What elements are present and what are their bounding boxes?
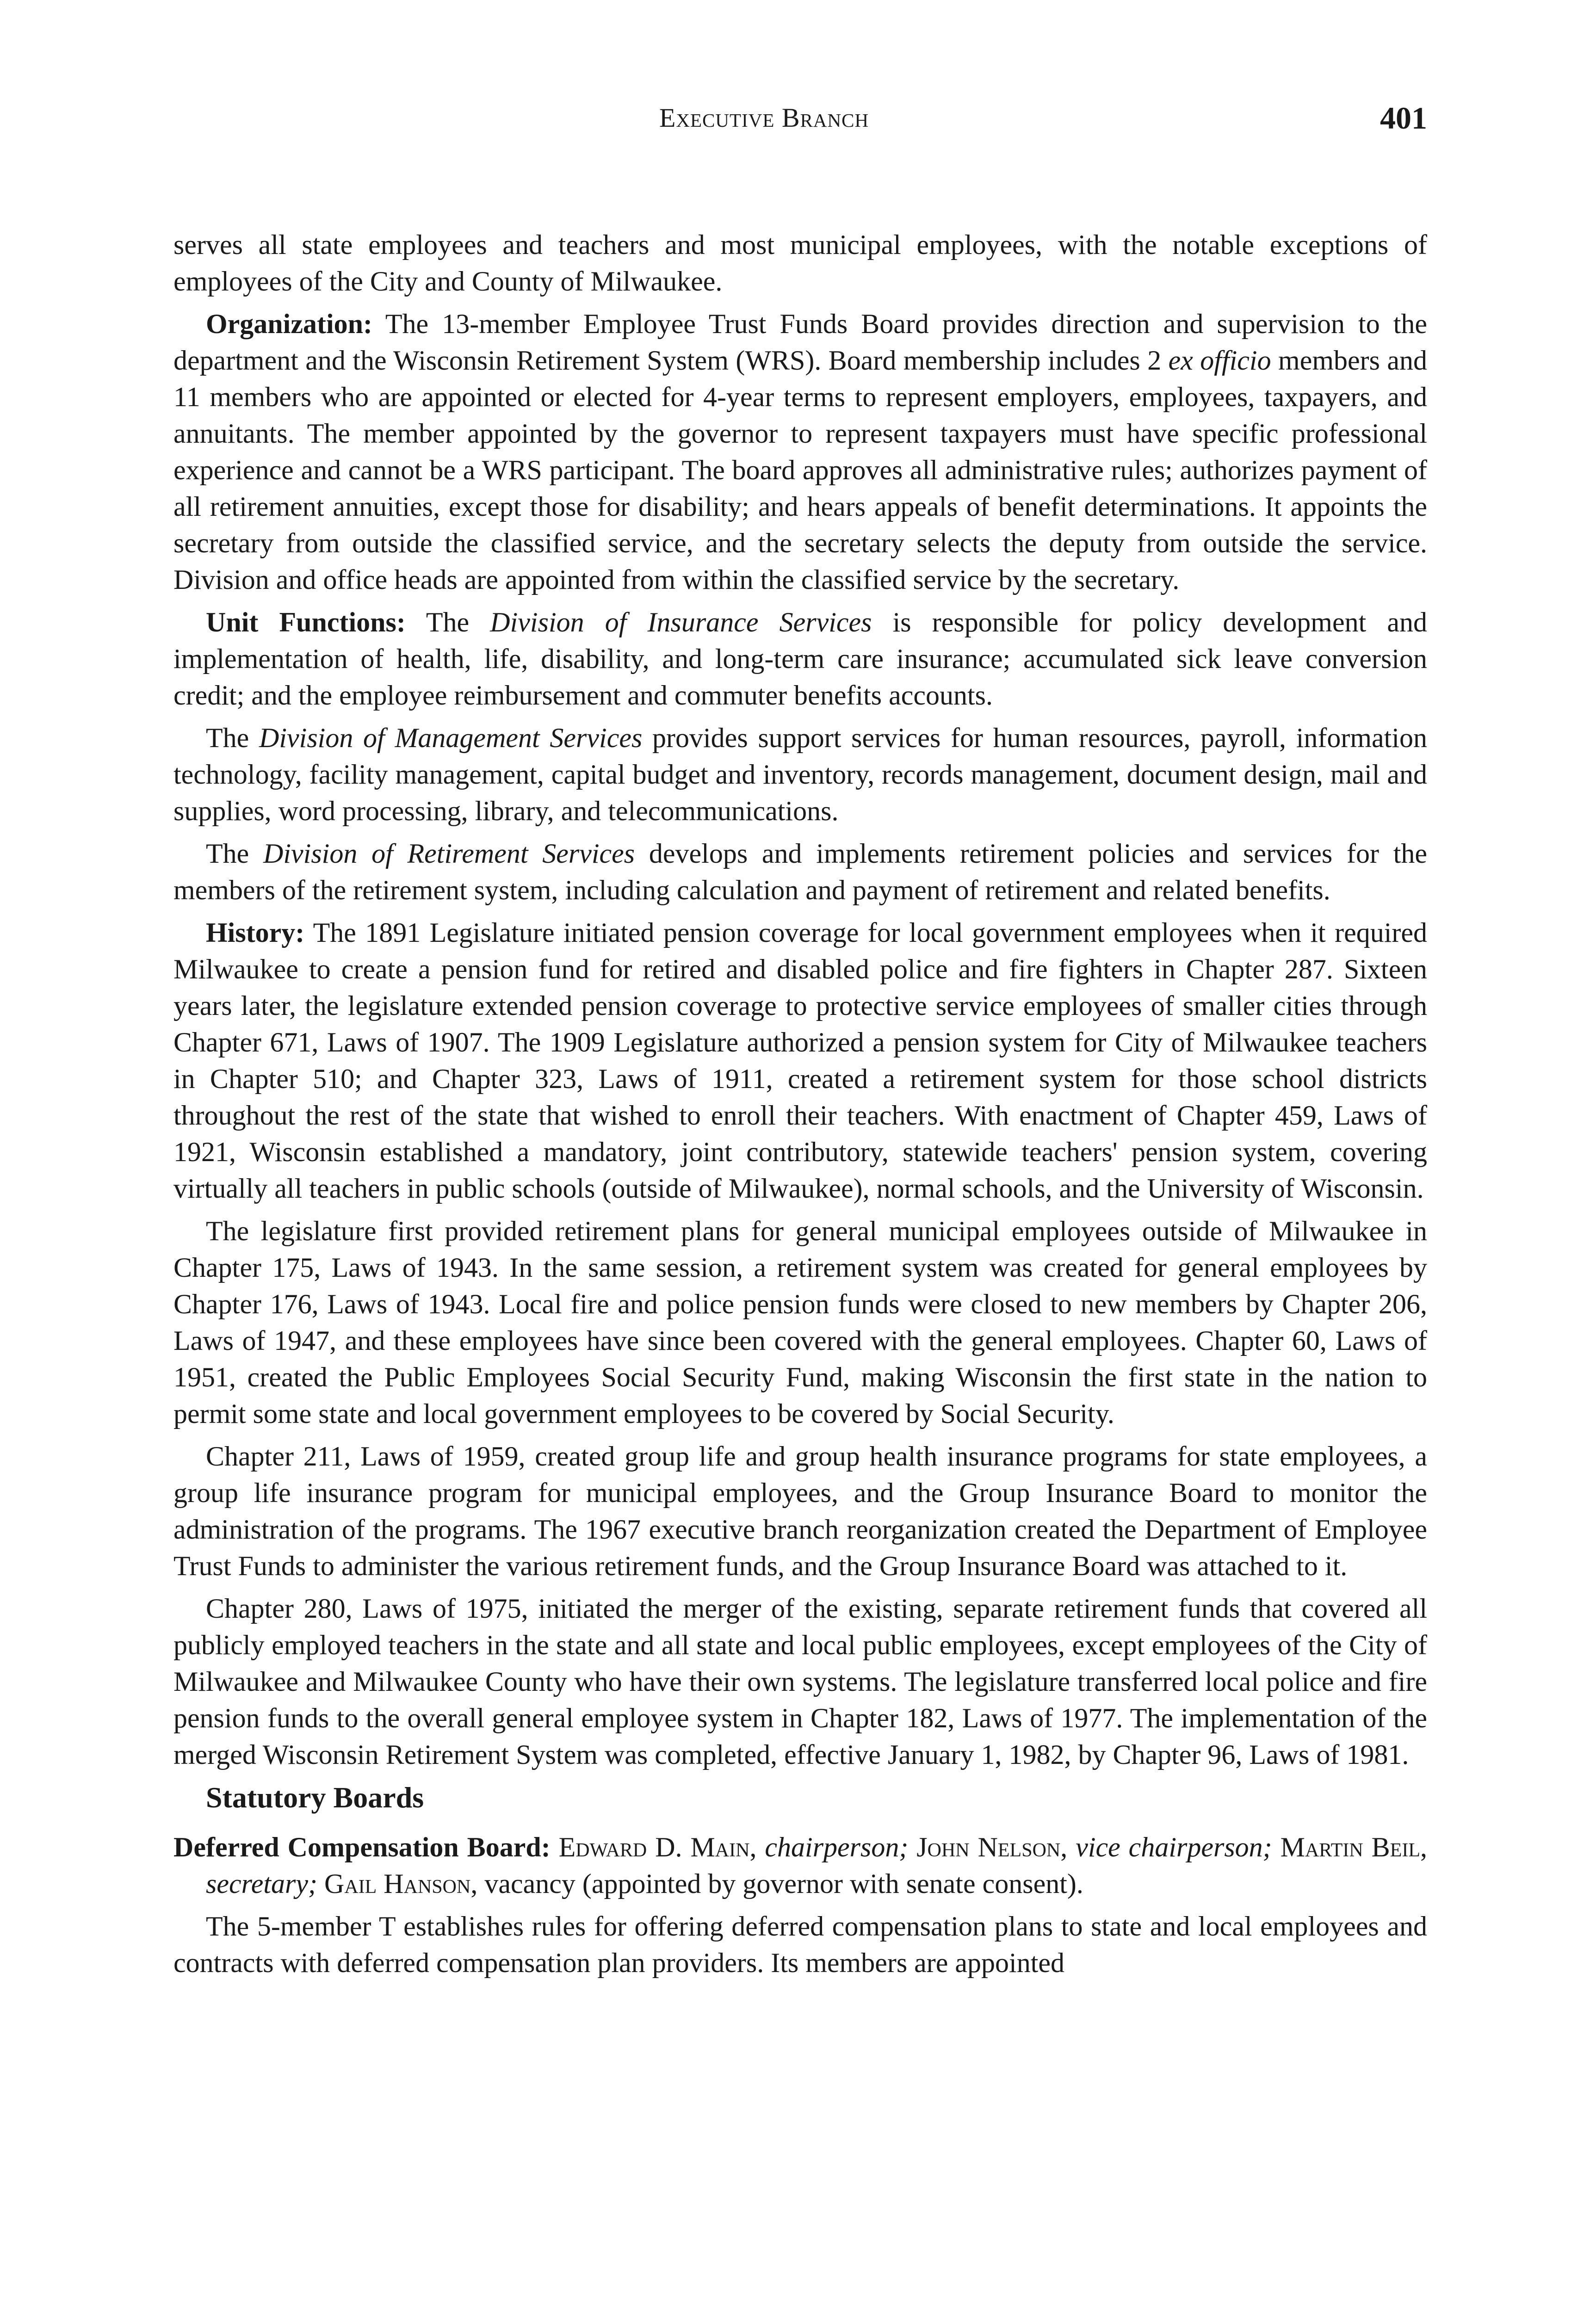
board-name-label: Deferred Compensation Board:	[173, 1832, 551, 1862]
section-heading-statutory-boards: Statutory Boards	[206, 1781, 424, 1814]
member-name: Gail Hanson	[324, 1868, 471, 1899]
member-name: John Nelson	[916, 1832, 1061, 1862]
paragraph-1943: The legislature first provided retirement plans for general municipal employees outside of Milwaukee in Chapter 175, Laws of 1943. In the same session, a retirement system was created for general employees by Chapter 176, Laws of 1943. Local fire and police pension funds were closed to new members by Chapter 206, Laws of 1947, and these employees have since been covered with the general employees. Chapter 60, Laws of 1951, created the Public Employees Social Security Fund, making Wisconsin the first state in the nation to permit some state and local government employees to be covered by Social Security.	[173, 1216, 1427, 1429]
body-text	[173, 227, 1427, 1987]
paragraph-1959: Chapter 211, Laws of 1959, created group life and group health insurance programs for state employees, a group life insurance program for municipal employees, and the Group Insurance Board to monitor the administration of the programs. The 1967 executive branch reorganization created the Department of Employee Trust Funds to administer the various retirement funds, and the Group Insurance Board was attached to it.	[173, 1441, 1427, 1581]
paragraph-management-services: The Division of Management Services provides support services for human resources, payroll, information technology, facility management, capital budget and inventory, records management, document design, mail and supplies, word processing, library, and telecommunications.	[173, 723, 1428, 826]
paragraph-history: History: The 1891 Legislature initiated pension coverage for local government employees when it required Milwaukee to create a pension fund for retired and disabled police and fire fighters in Chapter 287. Sixteen years later, the legislature extended pension coverage to protective service employees of smaller cities through Chapter 671, Laws of 1907. The 1909 Legislature authorized a pension system for City of Milwaukee teachers in Chapter 510; and Chapter 323, Laws of 1911, created a retirement system for those school districts throughout the rest of the state that wished to enroll their teachers. With enactment of Chapter 459, Laws of 1921, Wisconsin established a mandatory, joint contributory, statewide teachers' pension system, covering virtually all teachers in public schools (outside of Milwaukee), normal schools, and the University of Wisconsin.	[173, 917, 1427, 1204]
paragraph-board-description: The 5-member T establishes rules for offering deferred compensation plans to state and local employees and contracts with deferred compensation plan providers. Its members are appointed	[173, 1911, 1427, 1978]
paragraph-organization: Organization: The 13-member Employee Trust Funds Board provides direction and supervision to the department and the Wisconsin Retirement System (WRS). Board membership includes 2 ex officio members and 11 members who are appointed or elected for 4-year terms to represent employers, employees, taxpayers, and annuitants. The member appointed by the governor to represent taxpayers must have specific professional experience and cannot be a WRS participant. The board approves all administrative rules; authorizes payment of all retirement annuities, except those for disability; and hears appeals of benefit determinations. It appoints the secretary from outside the classified service, and the secretary selects the deputy from outside the service. Division and office heads are appointed from within the classified service by the secretary.	[173, 309, 1427, 595]
organization-label: Organization:	[206, 309, 372, 339]
history-label: History:	[206, 917, 305, 948]
paragraph-unit-functions: Unit Functions: The Division of Insurance Services is responsible for policy development and implementation of health, life, disability, and long-term care insurance; accumulated sick leave conversion credit; and the employee reimbursement and commuter benefits accounts.	[173, 607, 1428, 711]
paragraph-1975: Chapter 280, Laws of 1975, initiated the merger of the existing, separate retirement funds that covered all publicly employed teachers in the state and all state and local public employees, except employees of the City of Milwaukee and Milwaukee County who have their own systems. The legislature transferred local police and fire pension funds to the overall general employee system in Chapter 182, Laws of 1977. The implementation of the merged Wisconsin Retirement System was completed, effective January 1, 1982, by Chapter 96, Laws of 1981.	[173, 1593, 1427, 1770]
running-head: Executive Branch	[659, 103, 869, 133]
member-name: Martin Beil	[1280, 1832, 1420, 1862]
board-membership-listing: Deferred Compensation Board: Edward D. Main, chairperson; John Nelson, vice chairperson; Martin Beil, secretary; Gail Hanson, vacancy (appointed by governor with senate consent).	[173, 1832, 1427, 1899]
page-number: 401	[1380, 100, 1427, 136]
paragraph-retirement-services: The Division of Retirement Services develops and implements retirement policies and services for the members of the retirement system, including calculation and payment of retirement and related benefits.	[173, 838, 1428, 905]
page-header	[0, 95, 1596, 141]
paragraph-continuation: serves all state employees and teachers and most municipal employees, with the notable exceptions of employees of the City and County of Milwaukee.	[173, 229, 1427, 297]
unit-functions-label: Unit Functions:	[206, 607, 406, 637]
member-name: Edward D. Main	[558, 1832, 750, 1862]
